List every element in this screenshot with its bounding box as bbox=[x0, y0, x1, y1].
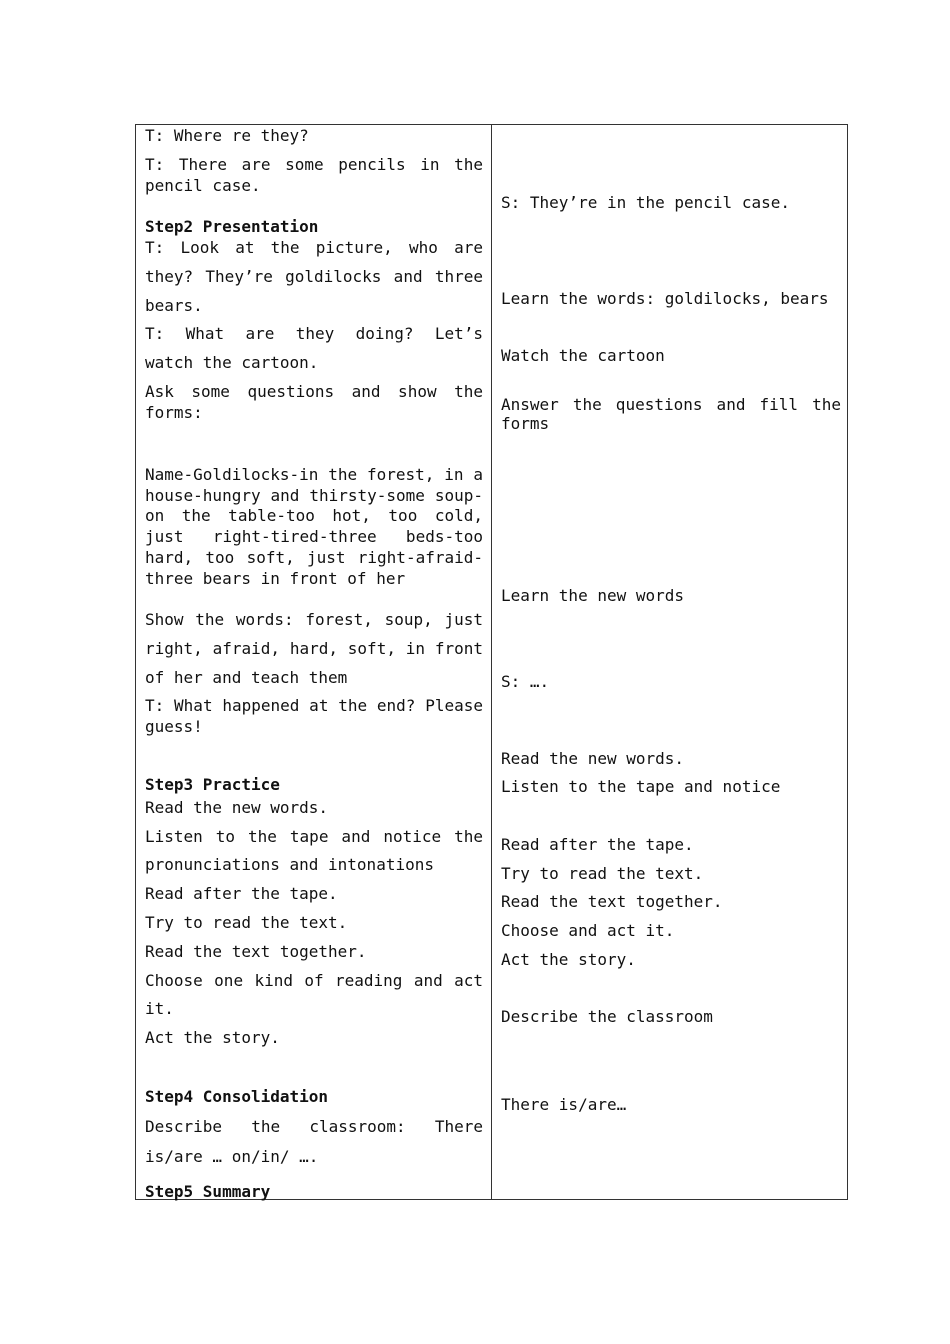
left-line: it. bbox=[145, 999, 174, 1018]
left-line: T: There are some pencils in the bbox=[145, 155, 483, 174]
form-line: on the table-too hot, too cold, bbox=[145, 506, 483, 525]
form-line: house-hungry and thirsty-some soup- bbox=[145, 486, 483, 505]
form-line: three bears in front of her bbox=[145, 569, 406, 588]
left-line: Act the story. bbox=[145, 1028, 280, 1047]
form-line: just right-tired-three beds-too bbox=[145, 527, 483, 546]
right-line: Answer the questions and fill the bbox=[501, 395, 841, 414]
right-line: Read the new words. bbox=[501, 749, 685, 768]
left-line: guess! bbox=[145, 717, 203, 736]
left-line: Describe the classroom: There bbox=[145, 1117, 483, 1136]
lesson-table bbox=[135, 124, 848, 1200]
left-line: bears. bbox=[145, 296, 203, 315]
column-divider bbox=[491, 125, 492, 1199]
form-line: Name-Goldilocks-in the forest, in a bbox=[145, 465, 483, 484]
left-line: forms: bbox=[145, 403, 203, 422]
form-line: hard, too soft, just right-afraid- bbox=[145, 548, 483, 567]
right-line: Act the story. bbox=[501, 950, 636, 969]
left-line: Read the text together. bbox=[145, 942, 367, 961]
left-line: is/are … on/in/ …. bbox=[145, 1147, 319, 1166]
right-line: Learn the new words bbox=[501, 586, 685, 605]
left-line: T: Look at the picture, who are bbox=[145, 238, 483, 257]
left-line: pencil case. bbox=[145, 176, 261, 195]
step4-heading: Step4 Consolidation bbox=[145, 1087, 329, 1106]
right-line: Listen to the tape and notice bbox=[501, 777, 781, 796]
step5-heading: Step5 Summary bbox=[145, 1182, 271, 1201]
left-line: Ask some questions and show the bbox=[145, 382, 483, 401]
step2-heading: Step2 Presentation bbox=[145, 217, 319, 236]
left-line: Listen to the tape and notice the bbox=[145, 827, 483, 846]
left-line: T: What are they doing? Let’s bbox=[145, 324, 483, 343]
left-line: watch the cartoon. bbox=[145, 353, 319, 372]
right-line: Read after the tape. bbox=[501, 835, 694, 854]
right-line: Learn the words: goldilocks, bears bbox=[501, 289, 829, 308]
right-line: Watch the cartoon bbox=[501, 346, 665, 365]
right-line: S: They’re in the pencil case. bbox=[501, 193, 790, 212]
left-line: Read after the tape. bbox=[145, 884, 338, 903]
right-line: There is/are… bbox=[501, 1095, 627, 1114]
left-line: Read the new words. bbox=[145, 798, 329, 817]
left-line: they? They’re goldilocks and three bbox=[145, 267, 483, 286]
right-line: forms bbox=[501, 414, 550, 433]
right-line: Try to read the text. bbox=[501, 864, 704, 883]
left-line: Try to read the text. bbox=[145, 913, 348, 932]
step3-heading: Step3 Practice bbox=[145, 775, 280, 794]
left-line: T: What happened at the end? Please bbox=[145, 696, 483, 715]
right-line: S: …. bbox=[501, 672, 550, 691]
left-line: of her and teach them bbox=[145, 668, 348, 687]
left-line: T: Where re they? bbox=[145, 126, 309, 145]
left-line: Choose one kind of reading and act bbox=[145, 971, 483, 990]
left-line: pronunciations and intonations bbox=[145, 855, 434, 874]
right-line: Choose and act it. bbox=[501, 921, 675, 940]
right-line: Describe the classroom bbox=[501, 1007, 713, 1026]
right-line: Read the text together. bbox=[501, 892, 723, 911]
left-line: right, afraid, hard, soft, in front bbox=[145, 639, 483, 658]
left-line: Show the words: forest, soup, just bbox=[145, 610, 483, 629]
